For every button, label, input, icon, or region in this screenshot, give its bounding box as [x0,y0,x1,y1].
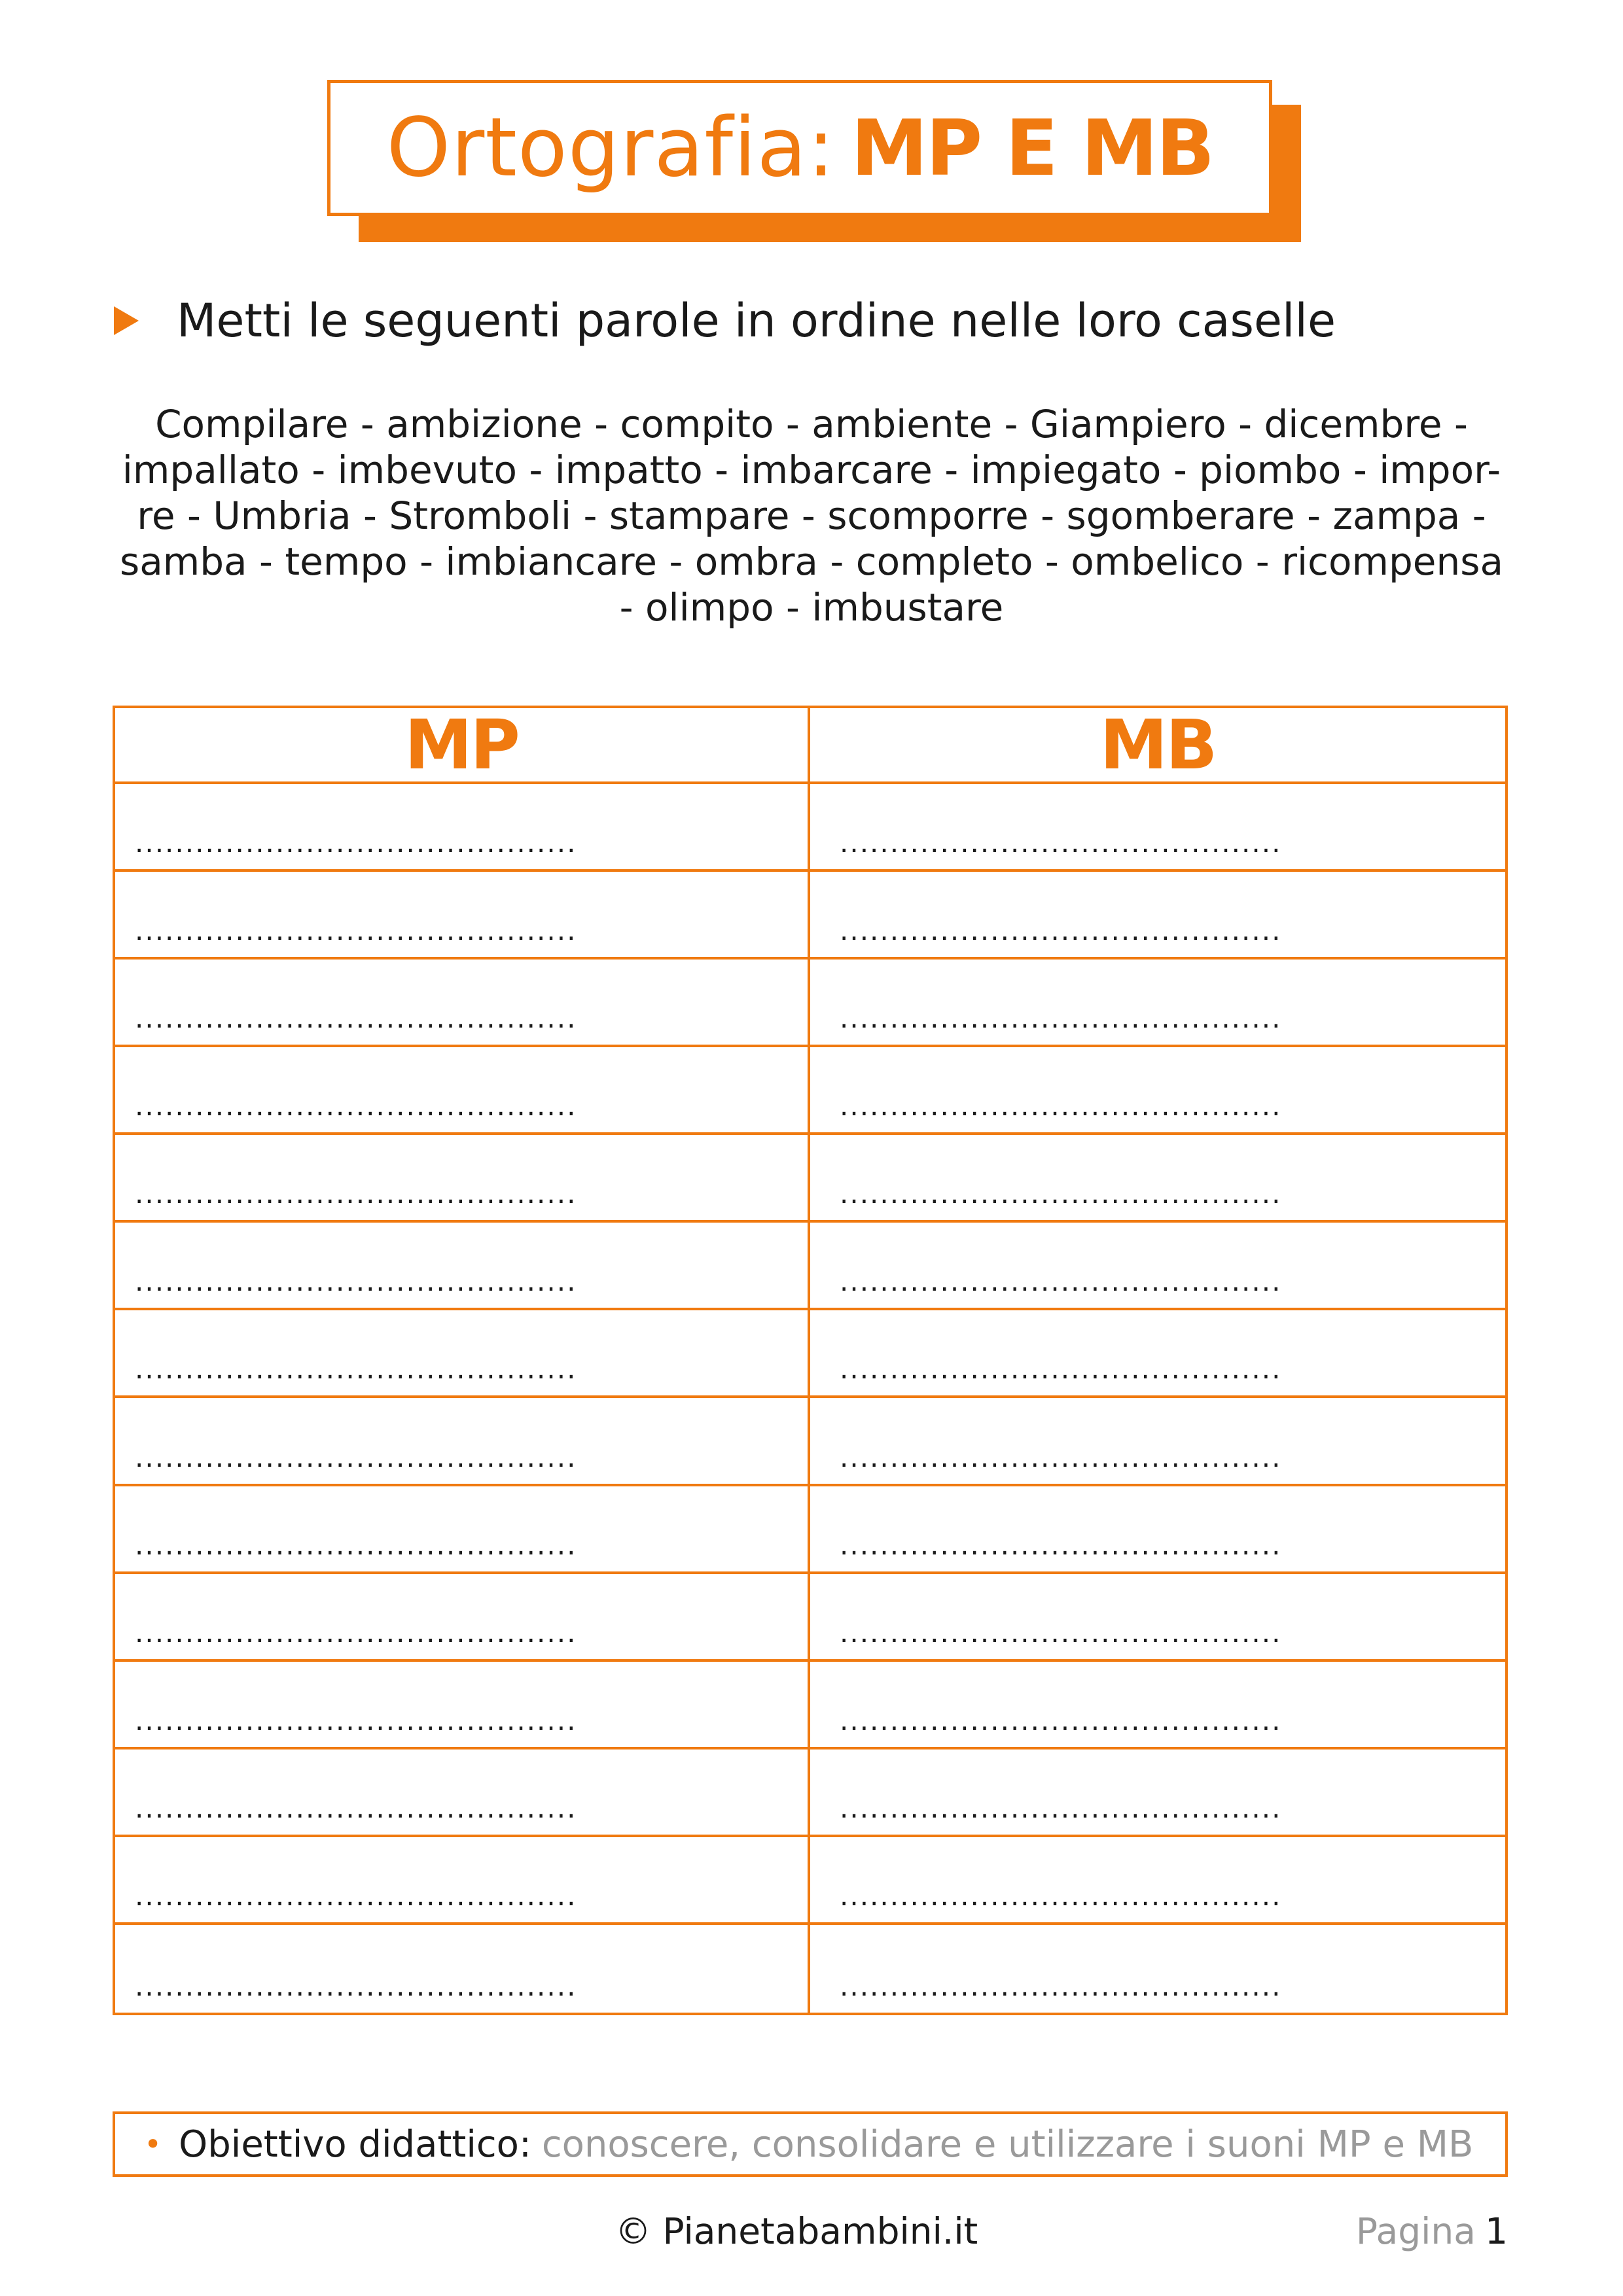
answer-blank: ............................................ [840,1177,1282,1210]
triangle-right-icon [114,306,139,335]
answer-blank: ............................................ [135,1177,577,1210]
answer-blank: ............................................ [135,914,577,947]
answer-blank: ............................................ [840,1090,1282,1122]
instruction-text: Metti le seguenti parole in ordine nelle loro caselle [177,294,1336,348]
answer-blank: ............................................ [135,1616,577,1649]
instruction [114,288,1336,353]
answer-blank: ............................................ [840,1879,1282,1912]
title-highlight: MP E MB [851,103,1213,193]
answer-cell-mp[interactable] [115,1398,810,1486]
answer-cell-mb[interactable] [810,872,1505,960]
objective-label: Obiettivo didattico: [179,2123,531,2166]
answer-blank: ............................................ [135,1791,577,1824]
page-number: 1 [1485,2210,1508,2252]
column-header-mp: MP [115,708,810,784]
answer-cell-mb[interactable] [810,1398,1505,1486]
column-header-mb: MB [810,708,1505,784]
answer-cell-mp[interactable] [115,1486,810,1574]
word-list-line: impallato - imbevuto - impatto - imbarcare - impiegato - piombo - impor- [122,448,1501,492]
word-list-line: - olimpo - imbustare [619,585,1004,630]
answer-blank: ............................................ [840,1969,1282,2002]
footer-copyright: © Pianetabambini.it [615,2210,978,2252]
answer-cell-mp[interactable] [115,1135,810,1223]
objective-text: conoscere, consolidare e utilizzare i suoni MP e MB [541,2123,1474,2166]
answer-blank: ............................................ [135,1879,577,1912]
answer-cell-mb[interactable] [810,1310,1505,1398]
footer-page [1356,2210,1508,2252]
objective-box [113,2111,1508,2177]
answer-cell-mb[interactable] [810,1223,1505,1310]
answer-blank: ............................................ [135,1528,577,1561]
answer-cell-mp[interactable] [115,1837,810,1925]
answer-blank: ............................................ [840,827,1282,859]
answer-blank: ............................................ [135,1704,577,1736]
answer-blank: ............................................ [840,914,1282,947]
answer-blank: ............................................ [840,1265,1282,1298]
answer-cell-mp[interactable] [115,1749,810,1837]
answer-blank: ............................................ [135,827,577,859]
answer-blank: ............................................ [135,1353,577,1386]
answer-cell-mb[interactable] [810,1749,1505,1837]
answer-cell-mp[interactable] [115,960,810,1047]
answer-cell-mb[interactable] [810,1662,1505,1749]
answer-cell-mp[interactable] [115,872,810,960]
answer-cell-mp[interactable] [115,1574,810,1662]
answer-cell-mp[interactable] [115,1223,810,1310]
answer-blank: ............................................ [135,1090,577,1122]
answer-cell-mb[interactable] [810,960,1505,1047]
answer-cell-mp[interactable] [115,1662,810,1749]
page-title [327,80,1272,216]
answer-blank: ............................................ [135,1969,577,2002]
answer-cell-mp[interactable] [115,784,810,872]
answer-cell-mb[interactable] [810,1837,1505,1925]
sorting-table [113,706,1508,2015]
page-label: Pagina [1355,2210,1476,2252]
answer-blank: ............................................ [840,1353,1282,1386]
answer-blank: ............................................ [135,1441,577,1473]
answer-blank: ............................................ [135,1265,577,1298]
answer-cell-mp[interactable] [115,1925,810,2013]
answer-cell-mp[interactable] [115,1310,810,1398]
answer-cell-mb[interactable] [810,1486,1505,1574]
answer-blank: ............................................ [840,1791,1282,1824]
answer-blank: ............................................ [840,1704,1282,1736]
word-list-line: re - Umbria - Stromboli - stampare - scomporre - sgomberare - zampa - [137,493,1486,538]
answer-cell-mb[interactable] [810,784,1505,872]
answer-blank: ............................................ [840,1441,1282,1473]
title-prefix: Ortografia: [386,101,836,195]
answer-cell-mb[interactable] [810,1925,1505,2013]
answer-blank: ............................................ [840,1616,1282,1649]
answer-cell-mp[interactable] [115,1047,810,1135]
answer-cell-mb[interactable] [810,1135,1505,1223]
answer-blank: ............................................ [135,1002,577,1035]
answer-blank: ............................................ [840,1528,1282,1561]
answer-blank: ............................................ [840,1002,1282,1035]
answer-cell-mb[interactable] [810,1047,1505,1135]
word-list [111,401,1512,630]
word-list-line: Compilare - ambizione - compito - ambiente - Giampiero - dicembre - [155,402,1468,446]
word-list-line: samba - tempo - imbiancare - ombra - completo - ombelico - ricompensa [119,539,1504,584]
answer-cell-mb[interactable] [810,1574,1505,1662]
bullet-icon: • [144,2126,162,2162]
